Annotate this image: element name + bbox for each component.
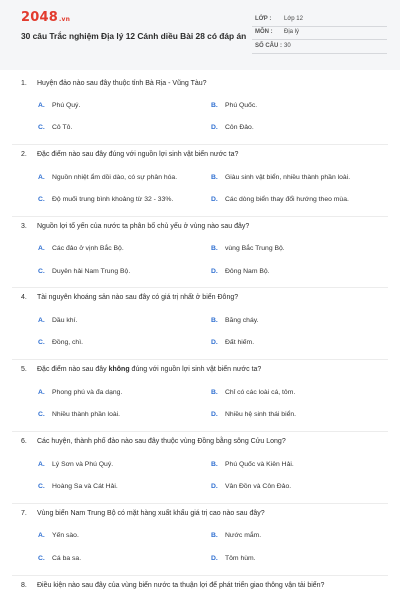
question-7-option-b[interactable]	[211, 532, 261, 539]
option-text: Dầu khí.	[52, 317, 78, 324]
option-text: Đông Nam Bộ.	[225, 268, 270, 275]
meta-value: Lớp 12	[284, 16, 303, 22]
option-text: Cô Tô.	[52, 124, 73, 131]
meta-key: SỐ CÂU :	[255, 43, 282, 49]
question-text-emphasis: không	[108, 366, 130, 373]
question-text-end: đúng với nguồn lợi sinh vật biển nước ta?	[129, 366, 262, 373]
option-text: Yến sào.	[52, 532, 79, 539]
meta-key: MÔN :	[255, 29, 273, 35]
option-text: Nước mắm.	[225, 532, 262, 539]
option-letter: A.	[38, 245, 45, 252]
question-2-option-b[interactable]	[211, 174, 350, 181]
option-letter: D.	[211, 196, 218, 203]
question-4-option-b[interactable]	[211, 317, 259, 324]
option-text: vùng Bắc Trung Bộ.	[225, 245, 285, 252]
question-text: Đặc điểm nào sau đây đúng với nguồn lợi sinh vật biển nước ta?	[37, 151, 239, 158]
question-number: 5.	[21, 366, 27, 373]
logo-text: 2048	[21, 10, 58, 25]
question-1-option-a[interactable]	[38, 102, 80, 109]
question-6-option-c[interactable]	[38, 483, 118, 490]
option-letter: D.	[211, 483, 218, 490]
question-divider	[12, 431, 388, 432]
option-letter: C.	[38, 411, 45, 418]
option-text: Lý Sơn và Phú Quý.	[52, 461, 114, 468]
question-text: Tài nguyên khoáng sản nào sau đây có giá trị nhất ở biển Đông?	[37, 294, 239, 301]
option-text: Các đảo ở vịnh Bắc Bộ.	[52, 245, 124, 252]
option-letter: D.	[211, 268, 218, 275]
option-text: Nhiều hệ sinh thái biển.	[225, 411, 297, 418]
question-4-option-d[interactable]	[211, 339, 254, 346]
option-text: Phú Quý.	[52, 102, 81, 109]
question-divider	[12, 359, 388, 360]
option-text: Đồng, chì.	[52, 339, 83, 346]
question-text: Vùng biển Nam Trung Bộ có mặt hàng xuất khẩu giá trị cao nào sau đây?	[37, 510, 265, 517]
question-2	[21, 151, 238, 158]
option-text: Tôm hùm.	[225, 555, 256, 562]
question-divider	[12, 575, 388, 576]
option-text: Phú Quốc và Kiên Hải.	[225, 461, 294, 468]
option-text: Đất hiếm.	[225, 339, 255, 346]
question-1-option-c[interactable]	[38, 124, 72, 131]
question-number: 4.	[21, 294, 27, 301]
question-7-option-a[interactable]	[38, 532, 79, 539]
option-text: Độ muối trung bình khoảng từ 32 - 33%.	[52, 196, 174, 203]
question-1-option-b[interactable]	[211, 102, 257, 109]
question-5	[21, 366, 261, 373]
option-letter: C.	[38, 124, 45, 131]
option-letter: D.	[211, 555, 218, 562]
logo-suffix: .vn	[58, 16, 71, 23]
document-header	[0, 0, 400, 70]
question-3-option-b[interactable]	[211, 245, 285, 252]
question-7-option-c[interactable]	[38, 555, 81, 562]
question-text: Các huyện, thành phố đảo nào sau đây thuộc vùng Đồng bằng sông Cửu Long?	[37, 438, 286, 445]
option-letter: A.	[38, 317, 45, 324]
option-letter: A.	[38, 174, 45, 181]
option-text: Duyên hải Nam Trung Bộ.	[52, 268, 131, 275]
option-text: Vân Đồn và Côn Đảo.	[225, 483, 292, 490]
question-5-option-c[interactable]	[38, 411, 120, 418]
question-3-option-d[interactable]	[211, 268, 270, 275]
option-letter: B.	[211, 102, 218, 109]
option-text: Giàu sinh vật biển, nhiều thành phần loài.	[225, 174, 351, 181]
site-logo[interactable]	[21, 10, 70, 25]
option-letter: C.	[38, 555, 45, 562]
question-number: 3.	[21, 223, 27, 230]
question-6-option-b[interactable]	[211, 461, 294, 468]
option-letter: D.	[211, 339, 218, 346]
question-3-option-c[interactable]	[38, 268, 130, 275]
question-number: 6.	[21, 438, 27, 445]
question-text: Điều kiện nào sau đây của vùng biển nước ta thuận lợi để phát triển giao thông vận tải biển?	[37, 582, 325, 589]
meta-row-subject	[252, 27, 387, 40]
question-6	[21, 438, 286, 445]
option-letter: C.	[38, 196, 45, 203]
question-number: 1.	[21, 80, 27, 87]
option-text: Phú Quốc.	[225, 102, 258, 109]
option-letter: C.	[38, 268, 45, 275]
option-text: Nguồn nhiệt ẩm dồi dào, có sự phân hóa.	[52, 174, 178, 181]
option-letter: B.	[211, 245, 218, 252]
option-text: Băng cháy.	[225, 317, 259, 324]
question-3-option-a[interactable]	[38, 245, 124, 252]
option-text: Cá ba sa.	[52, 555, 82, 562]
meta-row-class	[252, 14, 387, 27]
question-text: Huyện đảo nào sau đây thuộc tỉnh Bà Rịa - Vũng Tàu?	[37, 80, 207, 87]
question-2-option-d[interactable]	[211, 196, 349, 203]
option-text: Các dòng biển thay đổi hướng theo mùa.	[225, 196, 349, 203]
option-letter: C.	[38, 483, 45, 490]
option-text: Phong phú và đa dạng.	[52, 389, 123, 396]
option-letter: A.	[38, 461, 45, 468]
option-letter: B.	[211, 389, 218, 396]
question-6-option-d[interactable]	[211, 483, 291, 490]
question-4-option-c[interactable]	[38, 339, 83, 346]
question-7-option-d[interactable]	[211, 555, 256, 562]
question-divider	[12, 503, 388, 504]
option-text: Nhiều thành phần loài.	[52, 411, 121, 418]
option-text: Hoàng Sa và Cát Hải.	[52, 483, 118, 490]
option-letter: B.	[211, 461, 218, 468]
question-7	[21, 510, 265, 517]
question-number: 7.	[21, 510, 27, 517]
question-4-option-a[interactable]	[38, 317, 77, 324]
meta-key: LỚP :	[255, 16, 272, 22]
question-5-option-d[interactable]	[211, 411, 296, 418]
question-5-option-b[interactable]	[211, 389, 295, 396]
question-1	[21, 80, 207, 87]
option-letter: A.	[38, 389, 45, 396]
question-divider	[12, 144, 388, 145]
meta-value: Địa lý	[284, 29, 300, 35]
meta-value: 30	[284, 43, 291, 49]
question-5-option-a[interactable]	[38, 389, 122, 396]
page-title: 30 câu Trắc nghiệm Địa lý 12 Cánh diều Bài 28 có đáp án	[21, 31, 247, 41]
option-text: Côn Đảo.	[225, 124, 254, 131]
question-1-option-d[interactable]	[211, 124, 254, 131]
question-divider	[12, 216, 388, 217]
question-3	[21, 223, 249, 230]
question-2-option-a[interactable]	[38, 174, 177, 181]
question-4	[21, 294, 238, 301]
option-letter: B.	[211, 532, 218, 539]
question-number: 8.	[21, 582, 27, 589]
question-2-option-c[interactable]	[38, 196, 173, 203]
option-text: Chỉ có các loài cá, tôm.	[225, 389, 296, 396]
option-letter: D.	[211, 124, 218, 131]
option-letter: C.	[38, 339, 45, 346]
question-text-start: Đặc điểm nào sau đây	[37, 366, 109, 373]
option-letter: A.	[38, 532, 45, 539]
question-text: Nguồn lợi tổ yến của nước ta phân bố chủ yếu ở vùng nào sau đây?	[37, 223, 250, 230]
question-divider	[12, 287, 388, 288]
option-letter: B.	[211, 317, 218, 324]
option-letter: D.	[211, 411, 218, 418]
option-letter: A.	[38, 102, 45, 109]
question-6-option-a[interactable]	[38, 461, 113, 468]
question-8	[21, 582, 324, 589]
option-letter: B.	[211, 174, 218, 181]
meta-row-count	[252, 41, 387, 54]
question-number: 2.	[21, 151, 27, 158]
